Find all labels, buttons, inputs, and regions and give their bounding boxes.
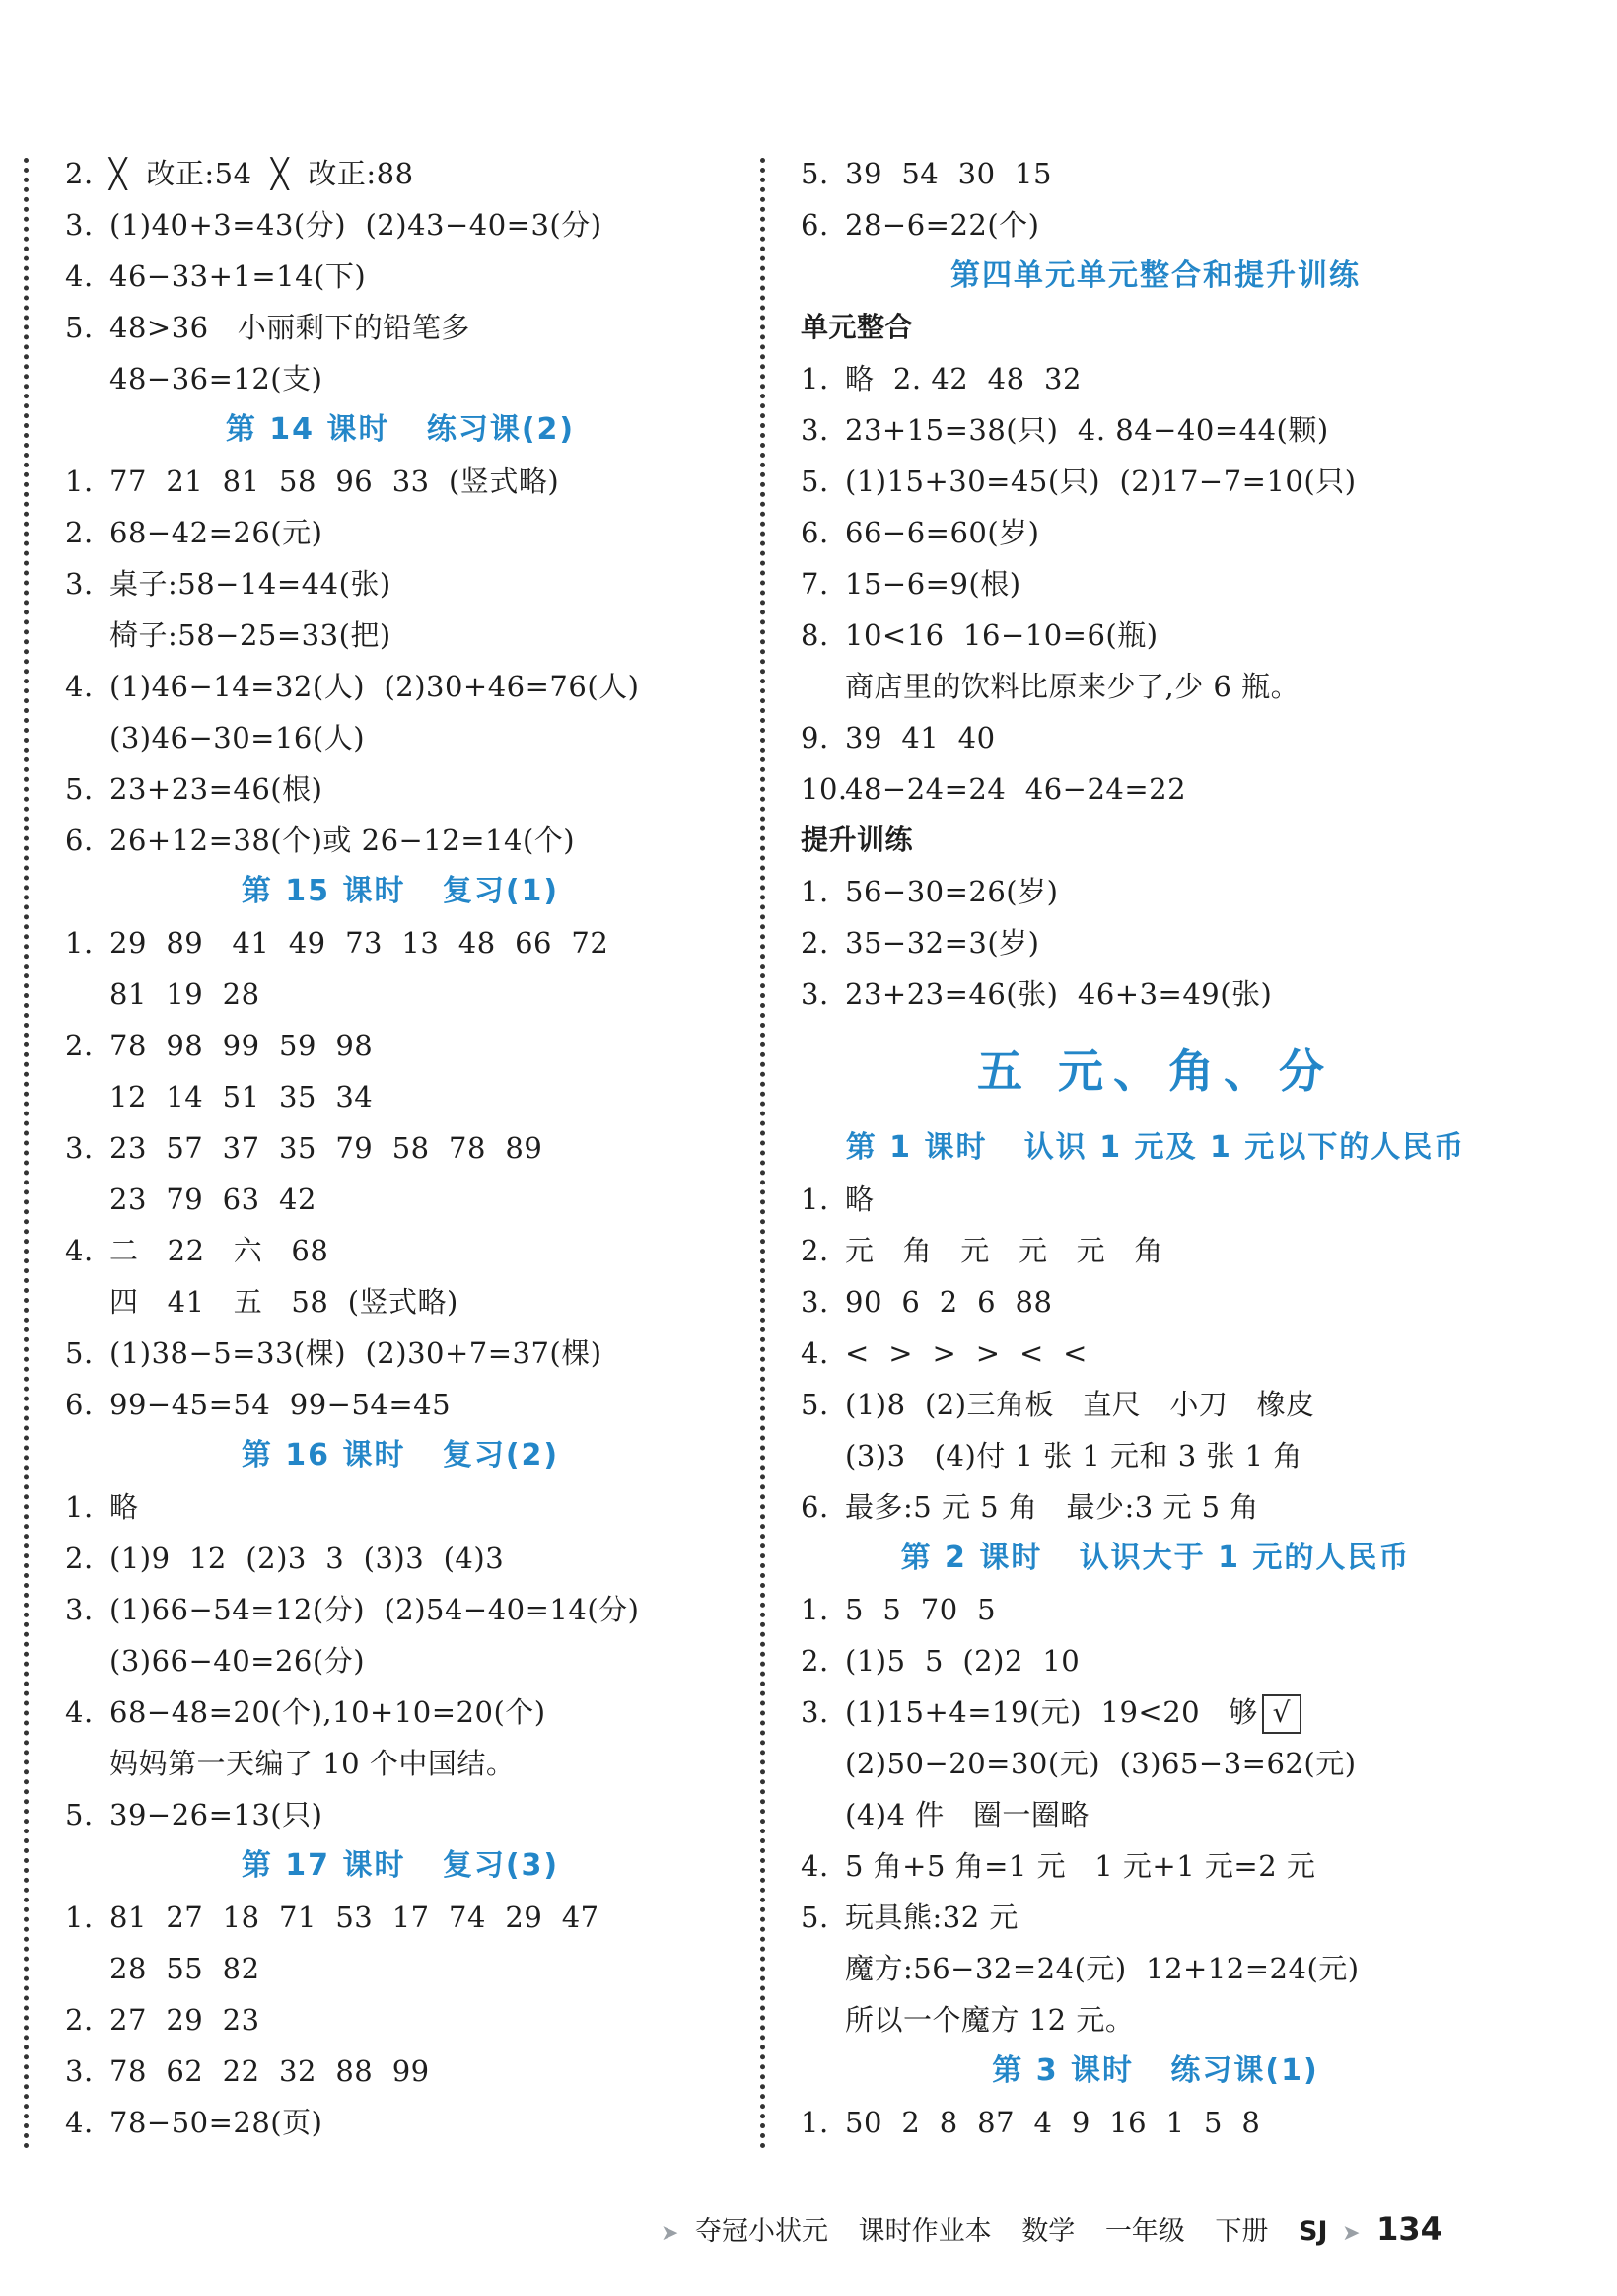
answer-text: 48>36 小丽剩下的铅笔多	[109, 311, 470, 344]
question-number: 5.	[801, 1901, 829, 1934]
left-binding-dots	[24, 158, 29, 2150]
answer-line	[65, 969, 736, 1020]
answer-line	[801, 1738, 1511, 1789]
answer-line	[801, 1789, 1511, 1840]
answer-line	[65, 1225, 736, 1276]
answer-line	[801, 969, 1511, 1020]
section-heading: 第四单元单元整合和提升训练	[950, 258, 1361, 293]
answer-line	[65, 2045, 736, 2097]
section-heading: 第 3 课时 练习课(1)	[992, 2053, 1319, 2088]
question-number: 3.	[65, 1593, 94, 1626]
question-number: 4.	[801, 1336, 829, 1370]
question-number: 9.	[801, 721, 829, 754]
answer-line	[65, 1994, 736, 2045]
question-number: 3.	[65, 1131, 94, 1165]
answer-text: 78−50=28(页)	[109, 2106, 323, 2139]
answer-line	[801, 917, 1511, 969]
answer-text: 46−33+1=14(下)	[109, 259, 367, 293]
answer-line	[801, 1840, 1511, 1892]
question-number: 3.	[65, 2054, 94, 2088]
right-answer-column	[801, 148, 1511, 2148]
answer-line	[801, 2097, 1511, 2148]
answer-line	[65, 302, 736, 353]
answer-line	[65, 251, 736, 302]
section-heading: 第 14 课时 练习课(2)	[225, 412, 576, 447]
answer-line	[65, 1379, 736, 1430]
question-number: 1.	[801, 2106, 829, 2139]
question-number: 4.	[65, 2106, 94, 2139]
question-number: 5.	[65, 772, 94, 806]
question-number: 5.	[65, 1798, 94, 1831]
answer-line	[65, 917, 736, 969]
answer-text: 23 79 63 42	[109, 1183, 316, 1216]
footer-edition: SJ	[1299, 2216, 1328, 2247]
answer-text: 39 41 40	[845, 721, 996, 754]
answer-text: 略	[845, 1183, 875, 1216]
question-number: 3.	[801, 977, 829, 1011]
answer-text: 56−30=26(岁)	[845, 875, 1059, 908]
answer-text: 魔方:56−32=24(元) 12+12=24(元)	[845, 1952, 1360, 1985]
section-heading: 第 2 课时 认识大于 1 元的人民币	[900, 1541, 1411, 1575]
footer-grade: 一年级	[1104, 2216, 1185, 2247]
answer-line	[65, 1174, 736, 1225]
answer-text: 23+23=46(根)	[109, 772, 323, 806]
answer-line	[65, 456, 736, 507]
page-number: 134	[1376, 2210, 1442, 2248]
question-number: 4.	[65, 1234, 94, 1267]
answer-line	[65, 1533, 736, 1584]
answer-text: 元 角 元 元 元 角	[845, 1234, 1163, 1267]
question-number: 2.	[65, 157, 94, 190]
answer-text: 二 22 六 68	[109, 1234, 329, 1267]
answer-text: 略	[109, 1490, 139, 1524]
answer-line	[801, 148, 1511, 199]
answer-line	[801, 866, 1511, 917]
answer-text: 81 19 28	[109, 977, 260, 1011]
question-number: 6.	[801, 208, 829, 242]
question-number: 6.	[801, 516, 829, 549]
question-number: 2.	[65, 516, 94, 549]
answer-line	[801, 199, 1511, 251]
footer-book: 课时作业本	[858, 2216, 992, 2247]
question-number: 1.	[65, 1490, 94, 1524]
answer-text: 90 6 2 6 88	[845, 1285, 1053, 1319]
question-number: 6.	[65, 1388, 94, 1421]
answer-line	[65, 1892, 736, 1943]
answer-line	[65, 610, 736, 661]
answer-line	[65, 712, 736, 763]
answer-text: 商店里的饮料比原来少了,少 6 瓶。	[845, 670, 1301, 703]
answer-line	[801, 1686, 1511, 1738]
question-number: 10.	[801, 772, 848, 806]
answer-text: (1)15+4=19(元) 19<20 够	[845, 1695, 1258, 1729]
answer-text: 28 55 82	[109, 1952, 260, 1985]
subsection-heading: 提升训练	[801, 824, 914, 856]
footer-arrow-icon: ➤	[1342, 2221, 1361, 2246]
answer-text: 12 14 51 35 34	[109, 1080, 374, 1113]
question-number: 5.	[801, 1388, 829, 1421]
answer-line	[65, 1327, 736, 1379]
question-number: 1.	[801, 1593, 829, 1626]
answer-line	[801, 661, 1511, 712]
answer-text: 68−48=20(个),10+10=20(个)	[109, 1695, 546, 1729]
footer-term: 下册	[1215, 2216, 1269, 2247]
answer-text: 78 62 22 32 88 99	[109, 2054, 430, 2088]
answer-text: 35−32=3(岁)	[845, 926, 1040, 960]
answer-text: 最多:5 元 5 角 最少:3 元 5 角	[845, 1490, 1259, 1524]
answer-text: 26+12=38(个)或 26−12=14(个)	[109, 824, 576, 857]
answer-text: 椅子:58−25=33(把)	[109, 618, 391, 652]
question-number: 1.	[801, 875, 829, 908]
answer-line	[65, 1686, 736, 1738]
answer-line	[65, 558, 736, 610]
answer-text: 29 89 41 49 73 13 48 66 72	[109, 926, 609, 960]
question-number: 1.	[801, 362, 829, 395]
answer-line	[65, 1122, 736, 1174]
question-number: 3.	[801, 1695, 829, 1729]
question-number: 6.	[801, 1490, 829, 1524]
answer-line	[65, 353, 736, 404]
answer-line	[801, 1379, 1511, 1430]
answer-line	[801, 1430, 1511, 1481]
answer-text: (4)4 件 圈一圈略	[845, 1798, 1090, 1831]
question-number: 1.	[65, 926, 94, 960]
question-number: 5.	[65, 1336, 94, 1370]
answer-line	[801, 610, 1511, 661]
question-number: 2.	[65, 1029, 94, 1062]
question-number: 3.	[65, 208, 94, 242]
answer-text: 39−26=13(只)	[109, 1798, 323, 1831]
answer-line	[65, 1738, 736, 1789]
answer-line	[801, 1635, 1511, 1686]
answer-text: (1)66−54=12(分) (2)54−40=14(分)	[109, 1593, 640, 1626]
answer-line	[65, 199, 736, 251]
answer-line	[801, 1481, 1511, 1533]
answer-text: 48−24=24 46−24=22	[845, 772, 1187, 806]
answer-line	[801, 763, 1511, 815]
answer-text: 68−42=26(元)	[109, 516, 323, 549]
answer-line	[65, 1481, 736, 1533]
answer-text: < > > > < <	[845, 1336, 1088, 1370]
answer-text: 妈妈第一天编了 10 个中国结。	[109, 1747, 516, 1780]
footer-series: 夺冠小状元	[695, 2216, 829, 2247]
question-number: 5.	[801, 157, 829, 190]
question-number: 2.	[65, 2003, 94, 2037]
answer-text: (3)46−30=16(人)	[109, 721, 366, 754]
answer-text: 略 2. 42 48 32	[845, 362, 1082, 395]
answer-text: (3)3 (4)付 1 张 1 元和 3 张 1 角	[845, 1439, 1302, 1472]
answer-text: 28−6=22(个)	[845, 208, 1040, 242]
question-number: 7.	[801, 567, 829, 601]
answer-text: 10<16 16−10=6(瓶)	[845, 618, 1159, 652]
answer-text: 5 角+5 角=1 元 1 元+1 元=2 元	[845, 1849, 1316, 1883]
answer-line	[801, 507, 1511, 558]
answer-text: (1)8 (2)三角板 直尺 小刀 橡皮	[845, 1388, 1315, 1421]
footer-arrow-icon: ➤	[661, 2221, 679, 2246]
question-number: 2.	[65, 1542, 94, 1575]
answer-line	[65, 148, 736, 199]
answer-text: 39 54 30 15	[845, 157, 1052, 190]
answer-text: (1)5 5 (2)2 10	[845, 1644, 1081, 1678]
answer-line	[801, 1943, 1511, 1994]
question-number: 5.	[65, 311, 94, 344]
question-number: 2.	[801, 1234, 829, 1267]
answer-line	[65, 507, 736, 558]
question-number: 4.	[65, 1695, 94, 1729]
answer-text: 77 21 81 58 96 33 (竖式略)	[109, 465, 560, 498]
answer-text: 27 29 23	[109, 2003, 260, 2037]
chapter-title: 五 元、角、分	[976, 1044, 1334, 1098]
section-heading: 第 17 课时 复习(3)	[241, 1848, 560, 1883]
section-heading: 第 1 课时 认识 1 元及 1 元以下的人民币	[845, 1130, 1466, 1165]
question-number: 8.	[801, 618, 829, 652]
answer-text: 99−45=54 99−54=45	[109, 1388, 452, 1421]
question-number: 6.	[65, 824, 94, 857]
section-heading: 第 15 课时 复习(1)	[241, 874, 560, 908]
footer-subject: 数学	[1021, 2216, 1076, 2247]
answer-line	[801, 1327, 1511, 1379]
answer-text: (1)40+3=43(分) (2)43−40=3(分)	[109, 208, 602, 242]
left-answer-column	[65, 148, 736, 2148]
answer-line	[65, 2097, 736, 2148]
answer-text: ╳ 改正:54 ╳ 改正:88	[109, 157, 414, 190]
answer-line	[65, 1635, 736, 1686]
answer-line	[65, 815, 736, 866]
answer-line	[65, 1789, 736, 1840]
answer-text: 所以一个魔方 12 元。	[845, 2003, 1135, 2037]
answer-text: 78 98 99 59 98	[109, 1029, 374, 1062]
answer-line	[801, 404, 1511, 456]
answer-line	[801, 1174, 1511, 1225]
answer-line	[65, 1584, 736, 1635]
answer-line	[65, 1276, 736, 1327]
answer-line	[801, 1892, 1511, 1943]
answer-line	[801, 1994, 1511, 2045]
answer-line	[65, 1943, 736, 1994]
answer-line	[65, 661, 736, 712]
question-number: 1.	[801, 1183, 829, 1216]
answer-text: 48−36=12(支)	[109, 362, 323, 395]
answer-line	[801, 712, 1511, 763]
question-number: 3.	[801, 413, 829, 447]
answer-text: 桌子:58−14=44(张)	[109, 567, 391, 601]
answer-line	[801, 558, 1511, 610]
answer-text: 81 27 18 71 53 17 74 29 47	[109, 1901, 599, 1934]
answer-line	[801, 1225, 1511, 1276]
answer-line	[65, 763, 736, 815]
answer-line	[65, 1071, 736, 1122]
question-number: 2.	[801, 926, 829, 960]
answer-line	[801, 1276, 1511, 1327]
question-number: 5.	[801, 465, 829, 498]
question-number: 4.	[801, 1849, 829, 1883]
question-number: 1.	[65, 1901, 94, 1934]
answer-text: 15−6=9(根)	[845, 567, 1021, 601]
answer-line	[801, 456, 1511, 507]
question-number: 4.	[65, 670, 94, 703]
answer-text: 23+23=46(张) 46+3=49(张)	[845, 977, 1273, 1011]
answer-text: 23+15=38(只) 4. 84−40=44(颗)	[845, 413, 1329, 447]
answer-line	[801, 353, 1511, 404]
answer-text: 23 57 37 35 79 58 78 89	[109, 1131, 543, 1165]
answer-text: 50 2 8 87 4 9 16 1 5 8	[845, 2106, 1261, 2139]
question-number: 1.	[65, 465, 94, 498]
answer-text: (1)9 12 (2)3 3 (3)3 (4)3	[109, 1542, 505, 1575]
answer-text: 四 41 五 58 (竖式略)	[109, 1285, 458, 1319]
question-number: 3.	[801, 1285, 829, 1319]
answer-text: 66−6=60(岁)	[845, 516, 1040, 549]
answer-text: 玩具熊:32 元	[845, 1901, 1019, 1934]
question-number: 3.	[65, 567, 94, 601]
answer-text: (1)15+30=45(只) (2)17−7=10(只)	[845, 465, 1357, 498]
subsection-heading: 单元整合	[801, 311, 914, 343]
page-footer	[661, 2209, 1442, 2259]
answer-text: 5 5 70 5	[845, 1593, 997, 1626]
answer-text: (2)50−20=30(元) (3)65−3=62(元)	[845, 1747, 1357, 1780]
checkmark-box-icon: √	[1262, 1694, 1301, 1734]
answer-text: (3)66−40=26(分)	[109, 1644, 366, 1678]
answer-line	[65, 1020, 736, 1071]
question-number: 2.	[801, 1644, 829, 1678]
answer-line	[801, 1584, 1511, 1635]
question-number: 4.	[65, 259, 94, 293]
section-heading: 第 16 课时 复习(2)	[241, 1438, 560, 1472]
center-divider-dots	[760, 158, 765, 2150]
answer-text: (1)46−14=32(人) (2)30+46=76(人)	[109, 670, 640, 703]
answer-text: (1)38−5=33(棵) (2)30+7=37(棵)	[109, 1336, 602, 1370]
